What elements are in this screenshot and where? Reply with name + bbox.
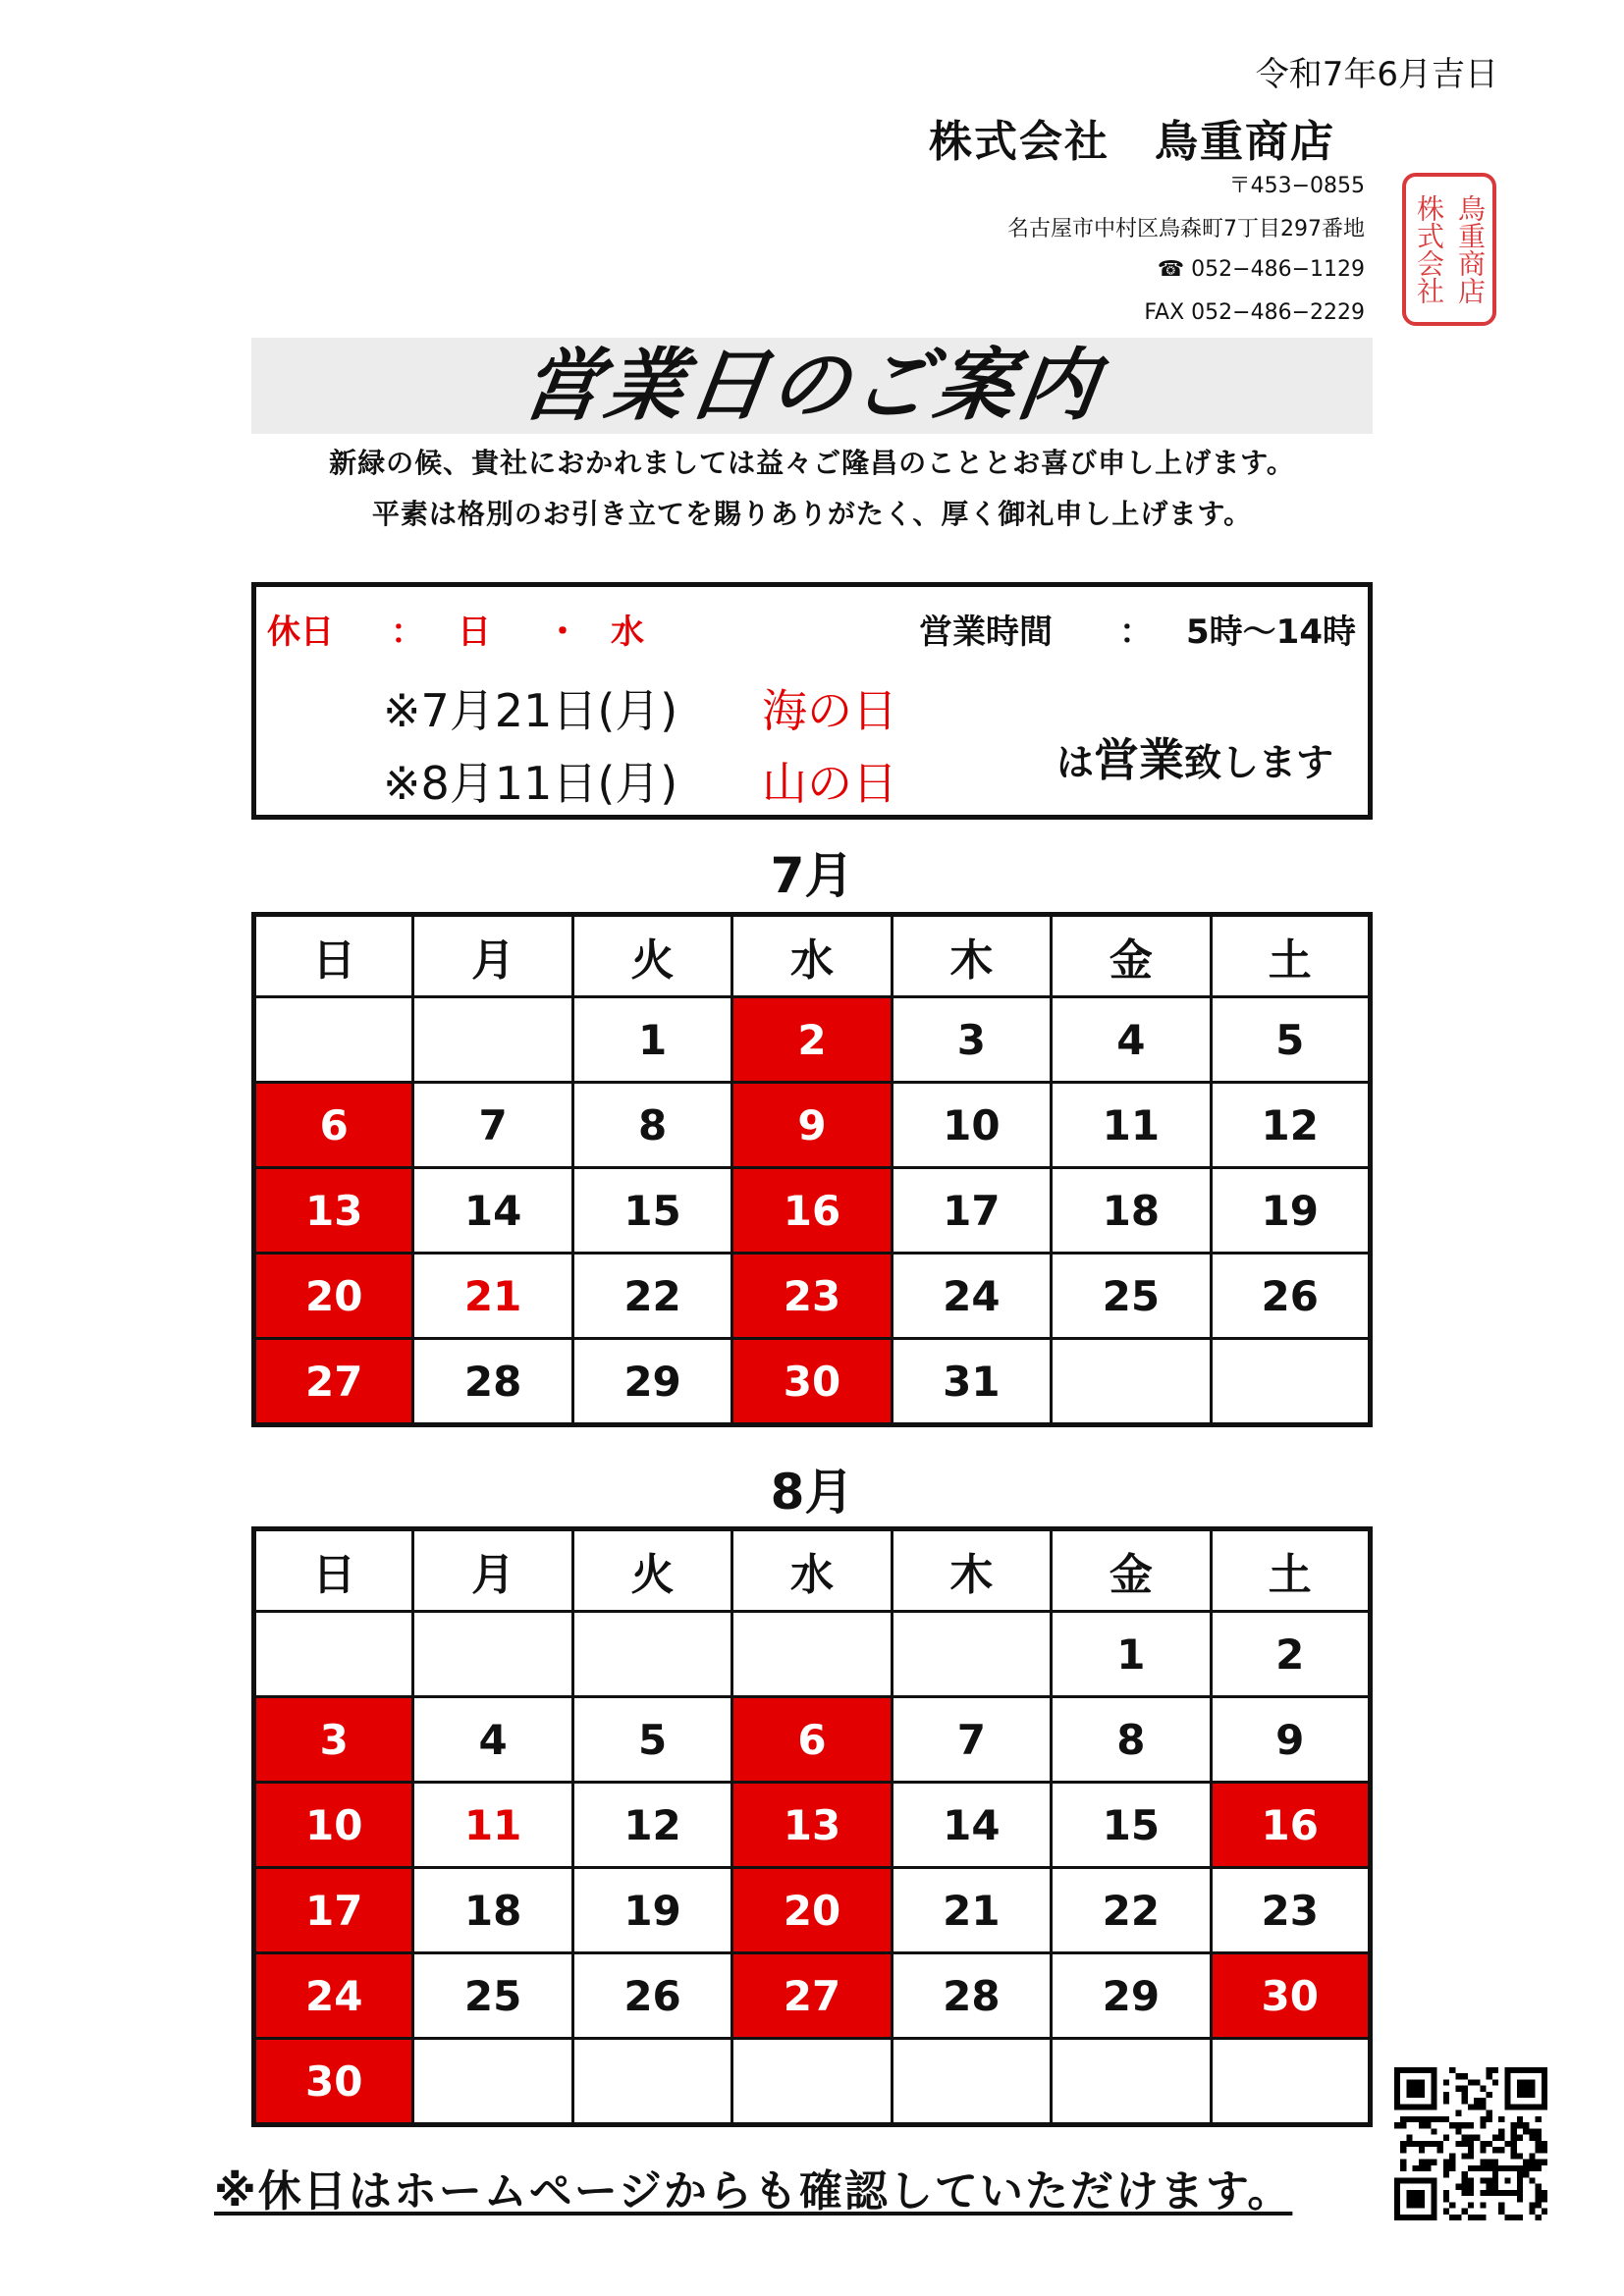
calendar-week-row [254, 997, 1371, 1083]
august-calendar [251, 1526, 1373, 2127]
calendar-day: 20 [254, 1254, 413, 1339]
calendar-empty-cell [1211, 1339, 1370, 1425]
weekday-header: 土 [1211, 915, 1370, 997]
greeting-line-2: 平素は格別のお引き立てを賜りありがたく、厚く御礼申し上げます。 [371, 498, 1253, 530]
calendar-day: 24 [254, 1953, 413, 2039]
note-1-holiday-name: 海の日 [762, 684, 897, 737]
phone-icon: ☎ [1157, 257, 1185, 282]
calendar-day: 29 [572, 1339, 731, 1425]
calendar-empty-cell [1052, 2039, 1211, 2125]
calendar-day: 6 [732, 1697, 892, 1783]
calendar-day: 27 [732, 1953, 892, 2039]
calendar-day: 13 [254, 1168, 413, 1254]
footer-note: ※休日はホームページからも確認していただけます。 [214, 2166, 1293, 2216]
calendar-day: 10 [892, 1083, 1051, 1168]
calendar-day: 26 [1211, 1254, 1370, 1339]
calendar-day: 30 [1211, 1953, 1370, 2039]
weekday-header: 木 [892, 1529, 1051, 1612]
calendar-empty-cell [413, 2039, 572, 2125]
company-tel [1158, 257, 1365, 282]
calendar-day: 16 [1211, 1783, 1370, 1868]
calendar-day: 4 [1052, 997, 1211, 1083]
weekday-header: 金 [1052, 915, 1211, 997]
calendar-week-row [254, 1612, 1371, 1697]
calendar-day: 9 [1211, 1697, 1370, 1783]
calendar-week-row [254, 1697, 1371, 1783]
weekday-header-row [254, 1529, 1371, 1612]
holiday-sunday: 日 [458, 613, 491, 652]
calendar-day: 23 [1211, 1868, 1370, 1953]
weekday-header: 日 [254, 915, 413, 997]
calendar-day: 18 [1052, 1168, 1211, 1254]
calendar-day: 19 [572, 1868, 731, 1953]
calendar-day: 28 [892, 1953, 1051, 2039]
note-2-date: ※8月11日(月) [383, 757, 678, 810]
weekday-header: 水 [732, 915, 892, 997]
calendar-empty-cell [413, 997, 572, 1083]
calendar-day: 14 [413, 1168, 572, 1254]
calendar-day: 5 [572, 1697, 731, 1783]
calendar-week-row [254, 1083, 1371, 1168]
note-1-date: ※7月21日(月) [383, 684, 678, 737]
hours-value: 5時～14時 [1186, 613, 1356, 652]
calendar-empty-cell [254, 997, 413, 1083]
calendar-day: 25 [413, 1953, 572, 2039]
calendar-day: 3 [254, 1697, 413, 1783]
page-title: 営業日のご案内 [516, 340, 1108, 431]
calendar-day: 3 [892, 997, 1051, 1083]
calendar-empty-cell [572, 1612, 731, 1697]
calendar-day: 1 [572, 997, 731, 1083]
holiday-separator: ・ [546, 613, 579, 652]
company-address: 名古屋市中村区鳥森町7丁目297番地 [1007, 217, 1365, 241]
holiday-label: 休日 [267, 613, 334, 652]
calendar-empty-cell [1211, 2039, 1370, 2125]
calendar-day: 15 [572, 1168, 731, 1254]
seal-text-2: 鳥重商店 [1454, 194, 1487, 304]
calendar-empty-cell [413, 1612, 572, 1697]
july-calendar [251, 912, 1373, 1427]
hours-label: 営業時間 [919, 613, 1053, 652]
calendar-day: 22 [572, 1254, 731, 1339]
calendar-day: 19 [1211, 1168, 1370, 1254]
calendar-empty-cell [892, 1612, 1051, 1697]
weekday-header: 火 [572, 1529, 731, 1612]
holiday-colon: ： [391, 613, 424, 652]
calendar-day: 23 [732, 1254, 892, 1339]
fax-label: FAX [1144, 300, 1185, 325]
qr-code-icon [1394, 2067, 1547, 2220]
company-seal-stamp [1402, 173, 1496, 326]
calendar-empty-cell [732, 2039, 892, 2125]
calendar-day: 8 [1052, 1697, 1211, 1783]
postal-code: 〒453−0855 [1228, 174, 1365, 198]
calendar-day: 1 [1052, 1612, 1211, 1697]
open-notice [1056, 724, 1333, 789]
fax-number: 052−486−2229 [1191, 300, 1365, 325]
weekday-header: 土 [1211, 1529, 1370, 1612]
calendar-week-row [254, 1953, 1371, 2039]
calendar-day: 17 [254, 1868, 413, 1953]
calendar-day: 5 [1211, 997, 1370, 1083]
calendar-day: 26 [572, 1953, 731, 2039]
calendar-day: 11 [413, 1783, 572, 1868]
calendar-day: 25 [1052, 1254, 1211, 1339]
calendar-day: 21 [892, 1868, 1051, 1953]
calendar-day: 11 [1052, 1083, 1211, 1168]
open-notice-post: 致します [1184, 741, 1334, 784]
company-fax [1144, 300, 1365, 325]
issue-date: 令和7年6月吉日 [1255, 55, 1498, 94]
weekday-header: 月 [413, 1529, 572, 1612]
calendar-day: 12 [1211, 1083, 1370, 1168]
calendar-day: 28 [413, 1339, 572, 1425]
calendar-day: 7 [892, 1697, 1051, 1783]
weekday-header: 水 [732, 1529, 892, 1612]
july-label: 7月 [770, 847, 854, 904]
company-name: 株式会社 鳥重商店 [929, 117, 1335, 167]
calendar-day: 2 [732, 997, 892, 1083]
calendar-empty-cell [892, 2039, 1051, 2125]
calendar-week-row [254, 2039, 1371, 2125]
calendar-empty-cell [1052, 1339, 1211, 1425]
calendar-day: 29 [1052, 1953, 1211, 2039]
note-2-holiday-name: 山の日 [762, 757, 897, 810]
holiday-wednesday: 水 [611, 613, 644, 652]
calendar-week-row [254, 1168, 1371, 1254]
calendar-day: 27 [254, 1339, 413, 1425]
calendar-empty-cell [732, 1612, 892, 1697]
calendar-week-row [254, 1254, 1371, 1339]
calendar-day: 31 [892, 1339, 1051, 1425]
calendar-day: 14 [892, 1783, 1051, 1868]
hours-colon: ： [1119, 613, 1153, 652]
open-notice-pre: は [1056, 741, 1095, 784]
august-label: 8月 [770, 1464, 854, 1521]
calendar-day: 9 [732, 1083, 892, 1168]
calendar-day: 30 [254, 2039, 413, 2125]
seal-text-1: 株式会社 [1413, 194, 1445, 304]
calendar-week-row [254, 1868, 1371, 1953]
calendar-day: 21 [413, 1254, 572, 1339]
calendar-day: 30 [732, 1339, 892, 1425]
calendar-day: 2 [1211, 1612, 1370, 1697]
calendar-day: 4 [413, 1697, 572, 1783]
calendar-empty-cell [254, 1612, 413, 1697]
calendar-day: 22 [1052, 1868, 1211, 1953]
weekday-header-row [254, 915, 1371, 997]
calendar-day: 8 [572, 1083, 731, 1168]
calendar-day: 16 [732, 1168, 892, 1254]
calendar-day: 18 [413, 1868, 572, 1953]
calendar-day: 17 [892, 1168, 1051, 1254]
calendar-day: 20 [732, 1868, 892, 1953]
calendar-day: 7 [413, 1083, 572, 1168]
weekday-header: 日 [254, 1529, 413, 1612]
calendar-empty-cell [572, 2039, 731, 2125]
open-notice-big: 営業 [1094, 733, 1185, 786]
greeting-line-1: 新緑の候、貴社におかれましては益々ご隆昌のこととお喜び申し上げます。 [329, 447, 1295, 479]
calendar-week-row [254, 1783, 1371, 1868]
tel-number: 052−486−1129 [1191, 257, 1365, 282]
weekday-header: 金 [1052, 1529, 1211, 1612]
calendar-day: 13 [732, 1783, 892, 1868]
calendar-day: 6 [254, 1083, 413, 1168]
calendar-week-row [254, 1339, 1371, 1425]
weekday-header: 木 [892, 915, 1051, 997]
weekday-header: 火 [572, 915, 731, 997]
weekday-header: 月 [413, 915, 572, 997]
calendar-day: 15 [1052, 1783, 1211, 1868]
calendar-day: 12 [572, 1783, 731, 1868]
calendar-day: 10 [254, 1783, 413, 1868]
calendar-day: 24 [892, 1254, 1051, 1339]
